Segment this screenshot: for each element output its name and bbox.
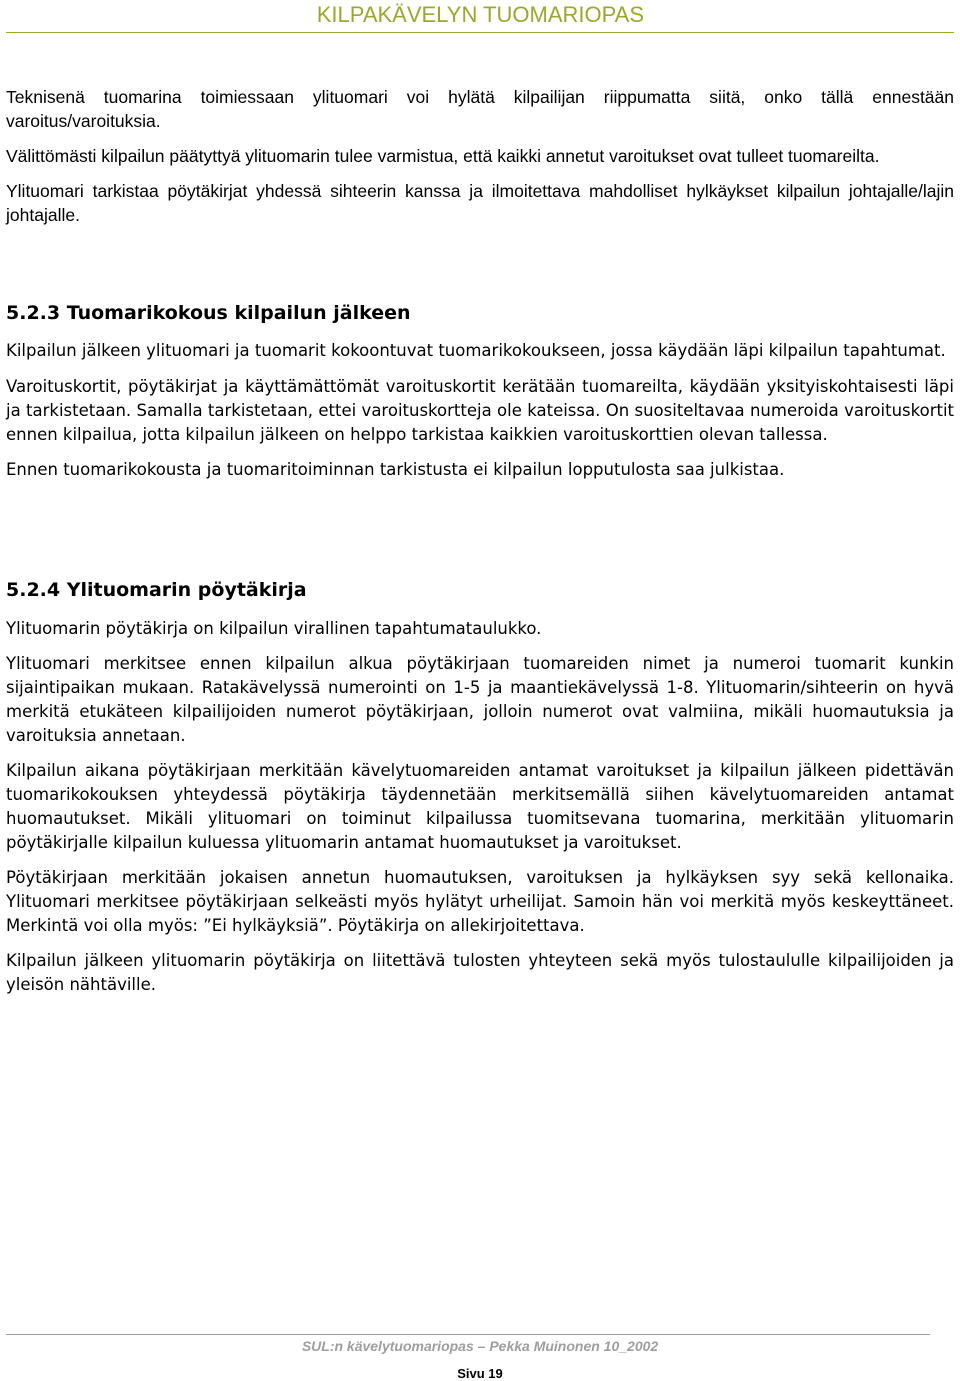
- section-5-2-4-paragraph-2: Ylituomari merkitsee ennen kilpailun alkua pöytäkirjaan tuomareiden nimet ja numeroi tuomarit kunkin sijaintipaikan mukaan. Ratakävelyssä numerointi on 1-5 ja maantiekävelyssä 1-8. Ylituomarin/sihteerin on hyvä merkitä etukäteen kilpailijoiden numerot pöytäkirjaan, jolloin numerot ovat valmiina, mikäli huomautuksia ja varoituksia annetaan.: [6, 654, 954, 745]
- section-5-2-4-paragraph-1: Ylituomarin pöytäkirja on kilpailun virallinen tapahtumataulukko.: [6, 619, 542, 638]
- header-divider: [6, 32, 954, 33]
- section-5-2-3-paragraph-1: Kilpailun jälkeen ylituomari ja tuomarit kokoontuvat tuomarikokoukseen, jossa käydään läpi kilpailun tapahtumat.: [6, 341, 946, 360]
- section-5-2-4: [6, 578, 954, 997]
- footer-divider: [6, 1334, 930, 1335]
- intro-paragraph-3: Ylituomari tarkistaa pöytäkirjat yhdessä sihteerin kanssa ja ilmoitettava mahdolliset hylkäykset kilpailun johtajalle/lajin johtajalle.: [6, 181, 954, 225]
- intro-block: [6, 85, 954, 227]
- section-heading-5-2-4: 5.2.4 Ylituomarin pöytäkirja: [6, 579, 307, 601]
- section-5-2-4-paragraph-3: Kilpailun aikana pöytäkirjaan merkitään kävelytuomareiden antamat varoitukset ja kilpailun jälkeen pidettävän tuomarikokouksen yhteydessä pöytäkirja täydennetään merkitsemällä siihen kävelytuomareiden antamat huomautukset. Mikäli ylituomari on toiminut kilpailussa tuomitsevana tuomarina, merkitään ylituomarin pöytäkirjalle kilpailun kuluessa ylituomarin antamat huomautukset ja varoitukset.: [6, 761, 954, 852]
- section-5-2-3: [6, 301, 954, 482]
- section-5-2-4-paragraph-4: Pöytäkirjaan merkitään jokaisen annetun huomautuksen, varoituksen ja hylkäyksen syy sekä kellonaika. Ylituomari merkitsee pöytäkirjaan selkeästi myös hylätyt urheilijat. Samoin hän voi merkitä myös keskeyttäneet. Merkintä voi olla myös: ”Ei hylkäyksiä”. Pöytäkirja on allekirjoitettava.: [6, 868, 954, 935]
- footer-credit: SUL:n kävelytuomariopas – Pekka Muinonen 10_2002: [301, 1338, 659, 1354]
- page-number: Sivu 19: [457, 1366, 503, 1381]
- section-5-2-3-paragraph-2: Varoituskortit, pöytäkirjat ja käyttämättömät varoituskortit kerätään tuomareilta, käydään yksityiskohtaisesti läpi ja tarkistetaan. Samalla tarkistetaan, ettei varoituskortteja ole kateissa. On suositeltavaa numeroida varoituskortit ennen kilpailua, jotta kilpailun jälkeen on helppo tarkistaa kaikkien varoituskorttien olevan tallessa.: [6, 377, 954, 444]
- section-5-2-4-paragraph-5: Kilpailun jälkeen ylituomarin pöytäkirja on liitettävä tulosten yhteyteen sekä myös tulostaululle kilpailijoiden ja yleisön nähtäville.: [6, 951, 954, 994]
- intro-paragraph-1: Teknisenä tuomarina toimiessaan ylituomari voi hylätä kilpailijan riippumatta siitä, onko tällä ennestään varoitus/varoituksia.: [6, 87, 954, 131]
- section-heading-5-2-3: 5.2.3 Tuomarikokous kilpailun jälkeen: [6, 302, 411, 324]
- document-header-title: KILPAKÄVELYN TUOMARIOPAS: [316, 2, 644, 27]
- intro-paragraph-2: Välittömästi kilpailun päätyttyä ylituomarin tulee varmistua, että kaikki annetut varoitukset ovat tulleet tuomareilta.: [6, 146, 880, 166]
- section-5-2-3-paragraph-3: Ennen tuomarikokousta ja tuomaritoiminnan tarkistusta ei kilpailun lopputulosta saa julkistaa.: [6, 460, 785, 479]
